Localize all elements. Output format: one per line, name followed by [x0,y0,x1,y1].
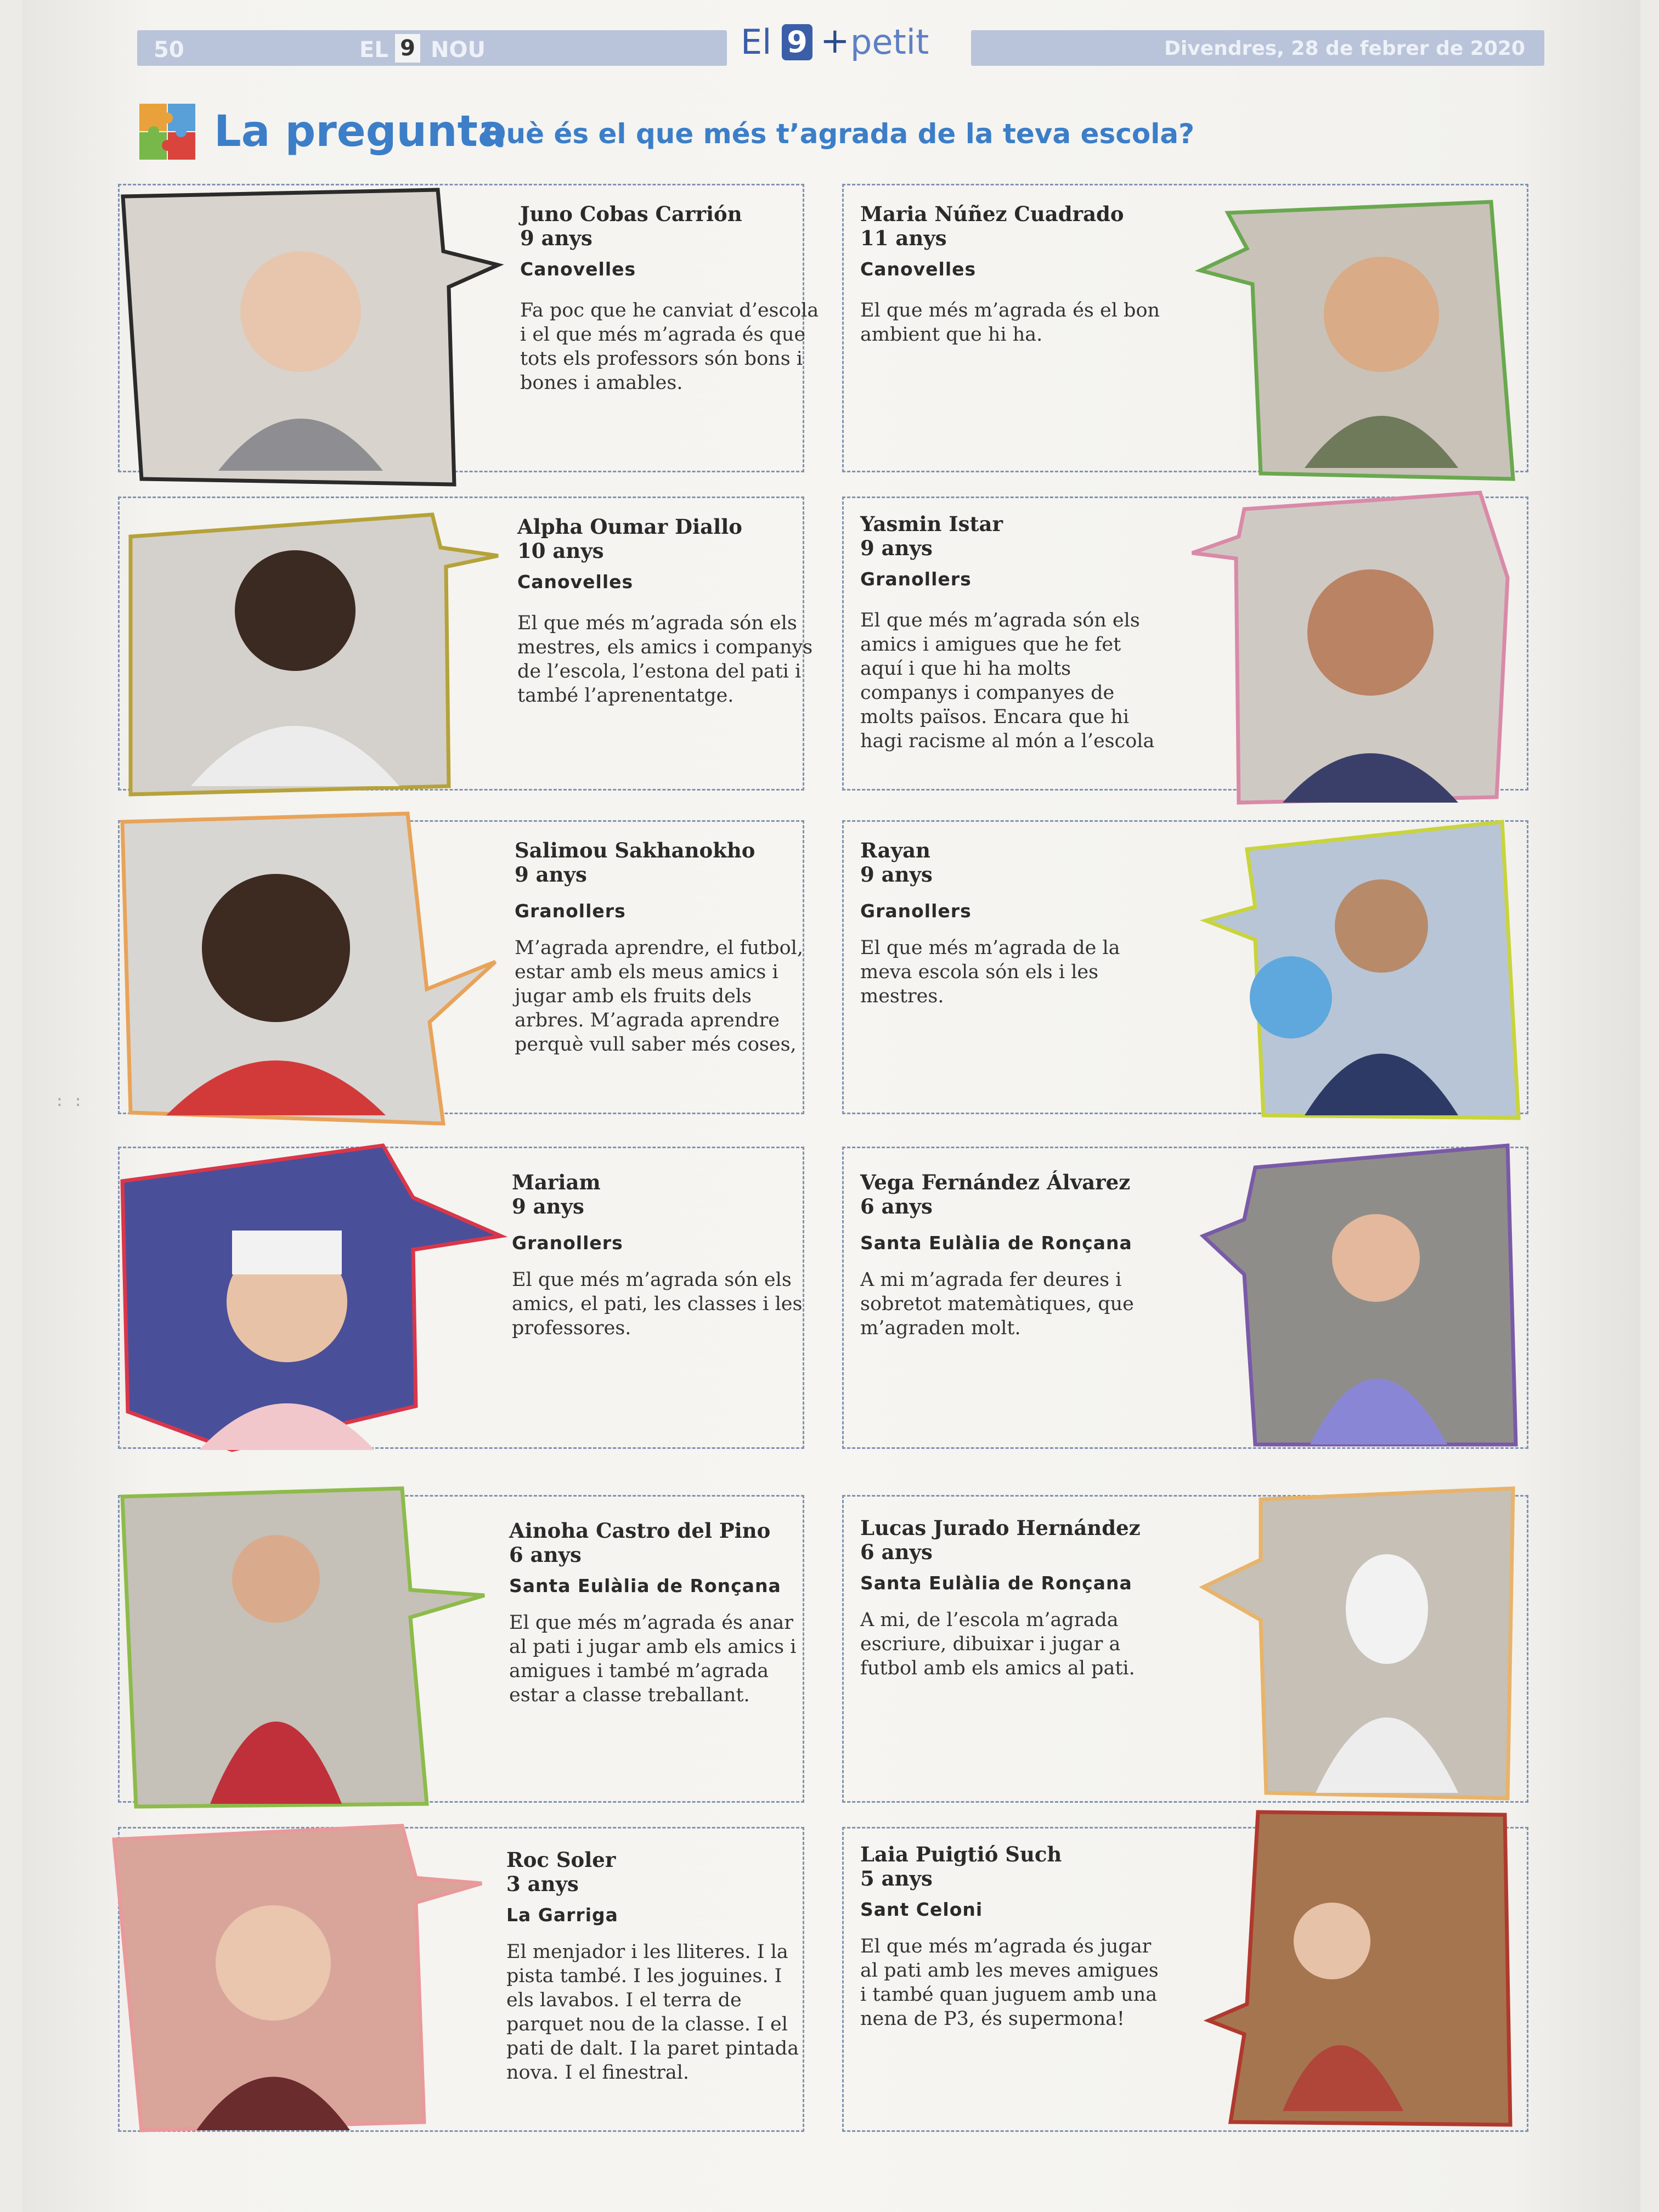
section-question: Què és el que més t’agrada de la teva escola? [483,118,1195,150]
child-town: Canovelles [517,571,634,592]
child-town: Santa Eulàlia de Ronçana [509,1575,781,1596]
brand-nine: 9 [782,24,812,60]
photo-speech-frame [120,185,482,493]
publication-nou: NOU [431,37,486,63]
child-age: 9 anys [515,862,587,887]
margin-mark: : : [55,1092,83,1110]
entry-info [512,1170,819,1340]
child-town: Canovelles [520,258,636,280]
entry-info [860,512,1167,753]
photo-speech-frame [1184,484,1524,814]
entry-card [842,1827,1528,2132]
photo-speech-frame [111,808,484,1132]
child-age: 11 anys [860,226,947,250]
child-answer: El que més m’agrada de la meva escola són els i les mestres. [860,937,1120,1007]
entry-card [118,496,813,791]
entry-info [520,202,827,395]
entry-info [860,1842,1167,2031]
photo-speech-frame [106,1121,501,1461]
child-age: 9 anys [520,226,592,250]
child-town: Santa Eulàlia de Ronçana [860,1232,1132,1254]
child-town: Santa Eulàlia de Ronçana [860,1572,1132,1594]
child-answer: El menjador i les lliteres. I la pista també. I les joguines. I els lavabos. I el terra de parquet nou de la classe. I el pati de dalt. I la paret pintada nova. I el finestral. [506,1941,799,2084]
child-town: La Garriga [506,1904,618,1926]
issue-date: Divendres, 28 de febrer de 2020 [1164,37,1525,60]
child-age: 3 anys [506,1872,579,1896]
child-answer: El que més m’agrada és anar al pati i jugar amb els amics i amigues i també m’agrada estar a classe treballant. [509,1612,797,1706]
child-answer: El que més m’agrada són els amics i amigues que he fet aquí i que hi ha molts companys i companyes de molts països. Encara que hi hagi racisme al món a l’escola [860,610,1155,752]
child-name: Roc Soler [506,1848,616,1872]
entry-info [860,1516,1167,1680]
child-name: Laia Puigtió Such [860,1842,1062,1866]
child-name: Lucas Jurado Hernández [860,1516,1141,1540]
child-name: Ainoha Castro del Pino [509,1519,771,1543]
section-brand [741,16,966,66]
child-name: Rayan [860,838,930,862]
entry-info [509,1519,816,1707]
entry-card [118,820,804,1114]
child-answer: El que més m’agrada és jugar al pati amb les meves amigues i també quan juguem amb una nena de P3, és supermona! [860,1936,1159,2030]
entry-info [506,1848,814,2085]
photo-speech-frame [98,1815,493,2144]
newspaper-page [22,0,1640,2212]
entry-card [842,1147,1528,1449]
entry-card [842,1495,1528,1803]
child-age: 10 anys [517,539,604,563]
entry-info [517,515,825,708]
child-town: Granollers [515,900,626,922]
child-town: Canovelles [860,258,977,280]
child-answer: M’agrada aprendre, el futbol, estar amb els meus amics i jugar amb els fruits dels arbres. M’agrada aprendre perquè vull saber més coses, [515,937,803,1056]
child-age: 5 anys [860,1866,933,1891]
child-town: Granollers [512,1232,623,1254]
brand-plus: + [820,21,850,61]
photo-speech-frame [111,1480,484,1815]
child-town: Granollers [860,568,972,590]
entry-card [118,1495,804,1803]
child-name: Juno Cobas Carrión [520,202,742,226]
photo-speech-frame [120,495,504,803]
entry-info [515,838,822,1057]
publication-nine: 9 [395,34,420,63]
child-answer: Fa poc que he canviat d’escola i el que més m’agrada és que tots els professors són bons i bones i amables. [520,300,819,394]
puzzle-icon [137,101,198,162]
entry-card [118,184,819,472]
entry-card [118,1827,804,2132]
section-title: La pregunta [214,107,507,156]
photo-speech-frame [1200,1477,1530,1807]
child-answer: El que més m’agrada són els mestres, els amics i companys de l’escola, l’estona del pati i també l’aprenentatge. [517,612,813,707]
brand-petit: petit [850,22,929,62]
child-answer: El que més m’agrada és el bon ambient que hi ha. [860,300,1160,346]
child-name: Salimou Sakhanokho [515,838,755,862]
child-town: Granollers [860,900,972,922]
photo-speech-frame [1200,1137,1530,1455]
publication-el: EL [359,37,388,63]
section-title-row [137,101,1564,162]
entry-card [842,496,1528,791]
child-name: Alpha Oumar Diallo [517,515,742,539]
child-age: 9 anys [512,1194,584,1218]
entry-info [860,838,1167,1008]
entry-info [860,202,1167,347]
brand-el: El [741,22,772,62]
child-age: 6 anys [860,1194,933,1218]
child-name: Mariam [512,1170,601,1194]
entry-card [842,184,1528,472]
entry-card [118,1147,804,1449]
photo-speech-frame [1206,1804,1524,2133]
child-town: Sant Celoni [860,1899,983,1920]
child-name: Vega Fernández Álvarez [860,1170,1131,1194]
child-answer: A mi, de l’escola m’agrada escriure, dibuixar i jugar a futbol amb els amics al pati. [860,1609,1135,1679]
entry-card [842,820,1528,1114]
child-age: 6 anys [860,1540,933,1564]
child-age: 6 anys [509,1543,582,1567]
child-name: Maria Núñez Cuadrado [860,202,1124,226]
child-answer: A mi m’agrada fer deures i sobretot matemàtiques, que m’agraden molt. [860,1269,1134,1339]
child-age: 9 anys [860,862,933,887]
child-answer: El que més m’agrada són els amics, el pati, les classes i les professores. [512,1269,803,1339]
page-number: 50 [154,37,184,63]
photo-speech-frame [1195,816,1524,1129]
photo-speech-frame [1184,183,1524,490]
entry-info [860,1170,1167,1340]
page-header [115,16,1553,66]
child-age: 9 anys [860,536,933,560]
child-name: Yasmin Istar [860,512,1003,536]
